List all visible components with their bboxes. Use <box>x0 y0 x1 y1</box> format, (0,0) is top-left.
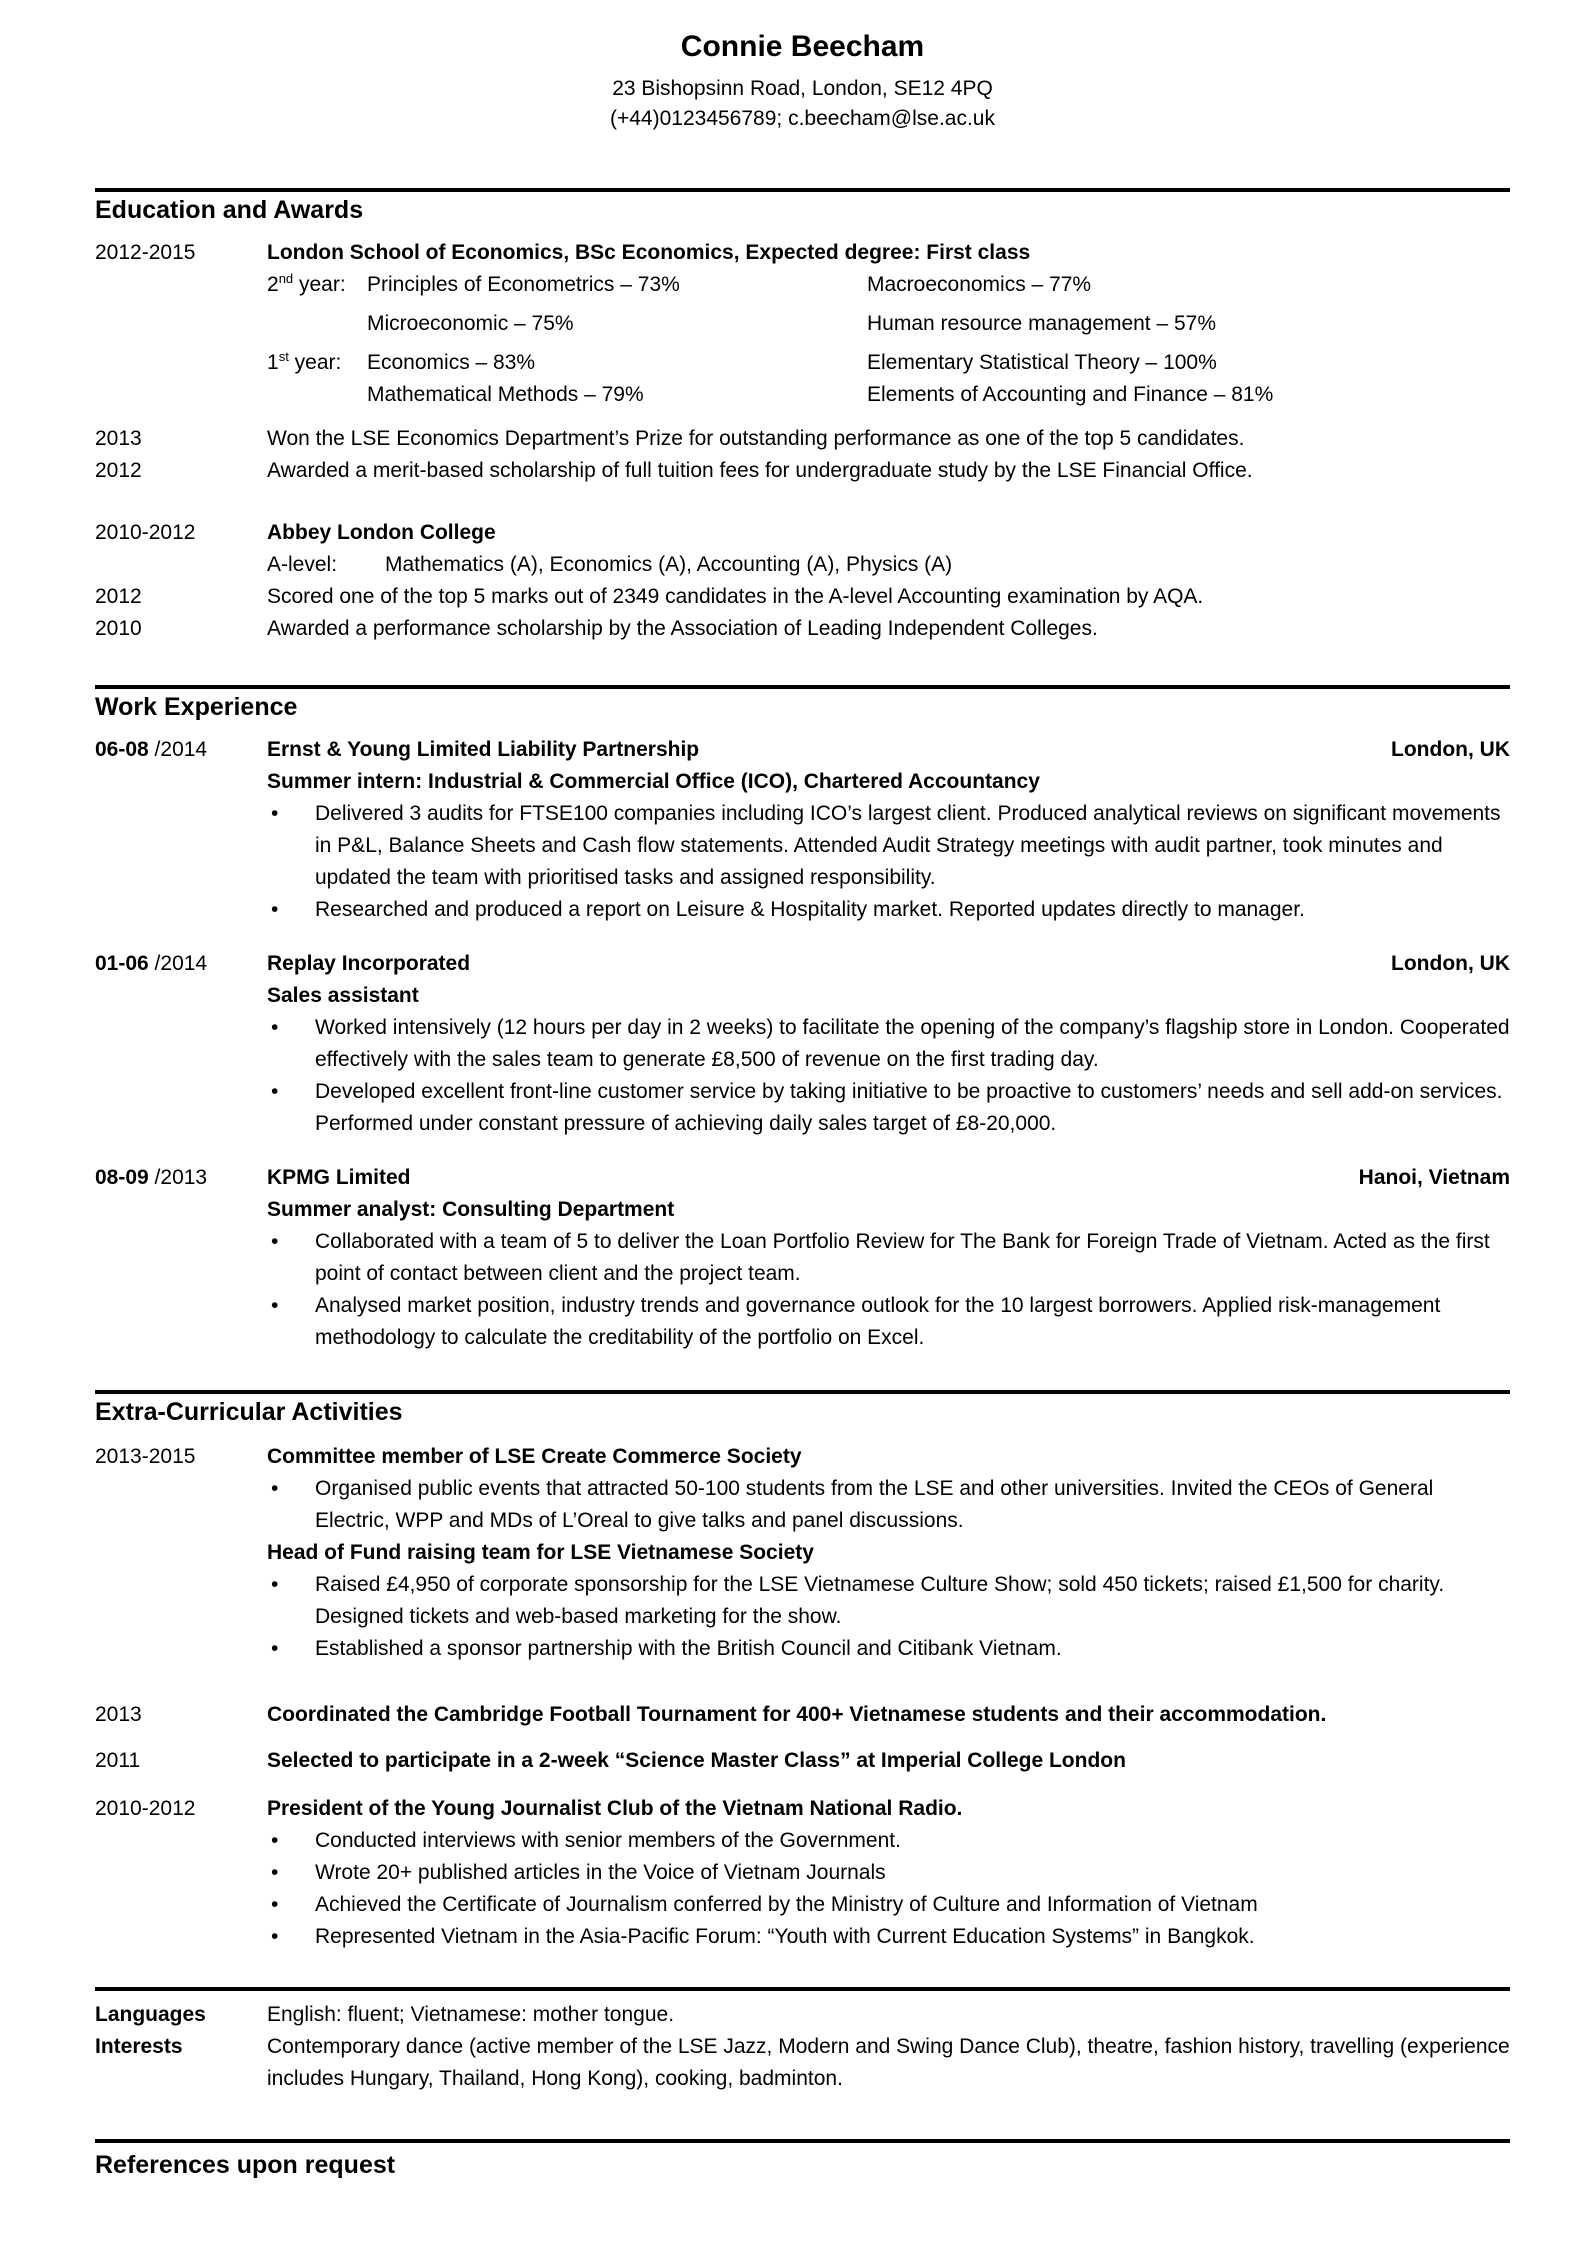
course-row <box>267 308 1510 340</box>
bullet-item: • Raised £4,950 of corporate sponsorship for the LSE Vietnamese Culture Show; sold 450 tickets; raised £1,500 for charity. Designed tickets and web-based marketing for the show. <box>267 1569 1510 1633</box>
job-entry-replay <box>95 948 1510 1140</box>
date-range: 08-09 /2013 <box>95 1166 208 1189</box>
resume-header <box>95 28 1510 134</box>
interests-label: Interests <box>95 2035 183 2058</box>
activity-title: Coordinated the Cambridge Football Tournament for 400+ Vietnamese students and their accommodation. <box>267 1703 1327 1726</box>
section-divider-work <box>95 685 1510 689</box>
bullet-item: • Achieved the Certificate of Journalism conferred by the Ministry of Culture and Information of Vietnam <box>267 1889 1510 1921</box>
year-label <box>267 379 367 411</box>
bullet-item: • Conducted interviews with senior members of the Government. <box>267 1825 1510 1857</box>
award-text: Awarded a performance scholarship by the Association of Leading Independent Colleges. <box>267 617 1098 640</box>
course-row <box>267 347 1510 379</box>
activity-title: Committee member of LSE Create Commerce Society <box>267 1445 802 1468</box>
activity-entry-societies <box>95 1441 1510 1665</box>
bullet-item: • Represented Vietnam in the Asia-Pacific Forum: “Youth with Current Education Systems” in Bangkok. <box>267 1921 1510 1953</box>
job-location: London, UK <box>1391 738 1510 761</box>
activity-title: President of the Young Journalist Club of the Vietnam National Radio. <box>267 1797 963 1820</box>
alevel-results <box>267 549 1510 581</box>
job-bullets <box>267 798 1510 926</box>
job-role: Sales assistant <box>267 984 419 1007</box>
resume-name: Connie Beecham <box>680 30 925 63</box>
job-bullets <box>267 1012 1510 1140</box>
company-name: KPMG Limited <box>267 1166 411 1189</box>
date-year: 2010 <box>95 617 142 640</box>
education-entry-abbey <box>95 517 1510 549</box>
activity-title: Selected to participate in a 2-week “Science Master Class” at Imperial College London <box>267 1749 1126 1772</box>
alevel-row <box>95 549 1510 581</box>
education-entry-lse <box>95 237 1510 269</box>
alevel-label: A-level: <box>267 553 338 576</box>
bullet-item: • Analysed market position, industry trends and governance outlook for the 10 largest borrowers. Applied risk-management methodology to calculate the creditability of the portfolio on Excel. <box>267 1290 1510 1354</box>
company-name: Replay Incorporated <box>267 952 471 975</box>
section-heading-education: Education and Awards <box>95 196 364 224</box>
year-label: 1st year: <box>267 349 342 374</box>
course-grade: Macroeconomics – 77% <box>867 273 1092 296</box>
date-range: 2013-2015 <box>95 1445 196 1468</box>
date-year: 2011 <box>95 1749 141 1772</box>
job-bullets <box>267 1226 1510 1354</box>
section-heading-extra: Extra-Curricular Activities <box>95 1398 403 1426</box>
award-text: Scored one of the top 5 marks out of 2349 candidates in the A-level Accounting examination by AQA. <box>267 585 1204 608</box>
course-grade: Human resource management – 57% <box>867 312 1217 335</box>
activity-bullets <box>267 1825 1510 1953</box>
interests-row <box>95 2031 1510 2095</box>
section-divider-languages <box>95 1987 1510 1991</box>
date-range: 06-08 /2014 <box>95 738 208 761</box>
activity-entry-masterclass <box>95 1745 1510 1777</box>
activity-bullets <box>267 1473 1510 1537</box>
section-heading-work: Work Experience <box>95 693 298 721</box>
activity-entry-journalist <box>95 1793 1510 1953</box>
bullet-item: • Established a sponsor partnership with the British Council and Citibank Vietnam. <box>267 1633 1510 1665</box>
resume-address: 23 Bishopsinn Road, London, SE12 4PQ <box>612 77 993 100</box>
bullet-item: • Researched and produced a report on Leisure & Hospitality market. Reported updates directly to manager. <box>267 894 1510 926</box>
date-year: 2013 <box>95 427 142 450</box>
bullet-item: • Delivered 3 audits for FTSE100 companies including ICO’s largest client. Produced analytical reviews on significant movements in P&L, Balance Sheets and Cash flow statements. Attended Audit Strategy meetings with audit partner, took minutes and updated the team with prioritised tasks and assigned responsibility. <box>267 798 1510 894</box>
course-grade: Elements of Accounting and Finance – 81% <box>867 383 1274 406</box>
activity-bullets <box>267 1569 1510 1665</box>
section-divider-references <box>95 2139 1510 2143</box>
job-entry-kpmg <box>95 1162 1510 1354</box>
company-name: Ernst & Young Limited Liability Partnership <box>267 738 700 761</box>
section-divider-education <box>95 188 1510 192</box>
course-row <box>267 269 1510 301</box>
award-row <box>95 581 1510 613</box>
bullet-item: • Collaborated with a team of 5 to deliver the Loan Portfolio Review for The Bank for Foreign Trade of Vietnam. Acted as the first point of contact between client and the project team. <box>267 1226 1510 1290</box>
course-grade: Principles of Econometrics – 73% <box>367 273 680 296</box>
award-text: Awarded a merit-based scholarship of full tuition fees for undergraduate study by the LSE Financial Office. <box>267 459 1253 482</box>
date-year: 2012 <box>95 459 142 482</box>
job-role: Summer analyst: Consulting Department <box>267 1198 675 1221</box>
references-note: References upon request <box>95 2151 396 2179</box>
award-row <box>95 455 1510 487</box>
date-range: 2010-2012 <box>95 1797 196 1820</box>
award-row <box>95 613 1510 645</box>
languages-text: English: fluent; Vietnamese: mother tongue. <box>267 2003 675 2026</box>
award-row <box>95 423 1510 455</box>
job-location: London, UK <box>1391 952 1510 975</box>
bullet-item: • Organised public events that attracted 50-100 students from the LSE and other universities. Invited the CEOs of General Electric, WPP and MDs of L’Oreal to give talks and panel discussions. <box>267 1473 1510 1537</box>
section-divider-extra <box>95 1390 1510 1394</box>
date-range: 2012-2015 <box>95 241 196 264</box>
resume-contact: (+44)0123456789; c.beecham@lse.ac.uk <box>610 107 995 130</box>
year-label: 2nd year: <box>267 271 346 296</box>
year-label <box>267 308 367 340</box>
school-title: London School of Economics, BSc Economics, Expected degree: First class <box>267 241 1031 264</box>
job-header <box>267 948 1510 980</box>
date-range: 01-06 /2014 <box>95 952 208 975</box>
activity-subtitle: Head of Fund raising team for LSE Vietnamese Society <box>267 1541 814 1564</box>
date-year: 2013 <box>95 1703 142 1726</box>
alevel-subjects: Mathematics (A), Economics (A), Accounting (A), Physics (A) <box>385 553 953 576</box>
course-grade: Elementary Statistical Theory – 100% <box>867 351 1217 374</box>
job-role: Summer intern: Industrial & Commercial Office (ICO), Chartered Accountancy <box>267 770 1040 793</box>
interests-text: Contemporary dance (active member of the LSE Jazz, Modern and Swing Dance Club), theatre, fashion history, travelling (experience includes Hungary, Thailand, Hong Kong), cooking, badminton. <box>267 2035 1510 2090</box>
job-header <box>267 734 1510 766</box>
activity-entry-football <box>95 1699 1510 1731</box>
job-location: Hanoi, Vietnam <box>1358 1166 1510 1189</box>
course-grid <box>95 269 1510 411</box>
course-grade: Microeconomic – 75% <box>367 312 574 335</box>
job-header <box>267 1162 1510 1194</box>
date-year: 2012 <box>95 585 142 608</box>
course-row <box>267 379 1510 411</box>
award-text: Won the LSE Economics Department’s Prize for outstanding performance as one of the top 5 candidates. <box>267 427 1245 450</box>
course-grade: Economics – 83% <box>367 351 536 374</box>
bullet-item: • Wrote 20+ published articles in the Voice of Vietnam Journals <box>267 1857 1510 1889</box>
languages-row <box>95 1999 1510 2031</box>
date-range: 2010-2012 <box>95 521 196 544</box>
languages-label: Languages <box>95 2003 206 2026</box>
bullet-item: • Worked intensively (12 hours per day in 2 weeks) to facilitate the opening of the company’s flagship store in London. Cooperated effectively with the sales team to generate £8,500 of revenue on the first trading day. <box>267 1012 1510 1076</box>
job-entry-ey <box>95 734 1510 926</box>
bullet-item: • Developed excellent front-line customer service by taking initiative to be proactive to customers’ needs and sell add-on services. Performed under constant pressure of achieving daily sales target of £8-20,000. <box>267 1076 1510 1140</box>
course-grade: Mathematical Methods – 79% <box>367 383 644 406</box>
school-title: Abbey London College <box>267 521 496 544</box>
